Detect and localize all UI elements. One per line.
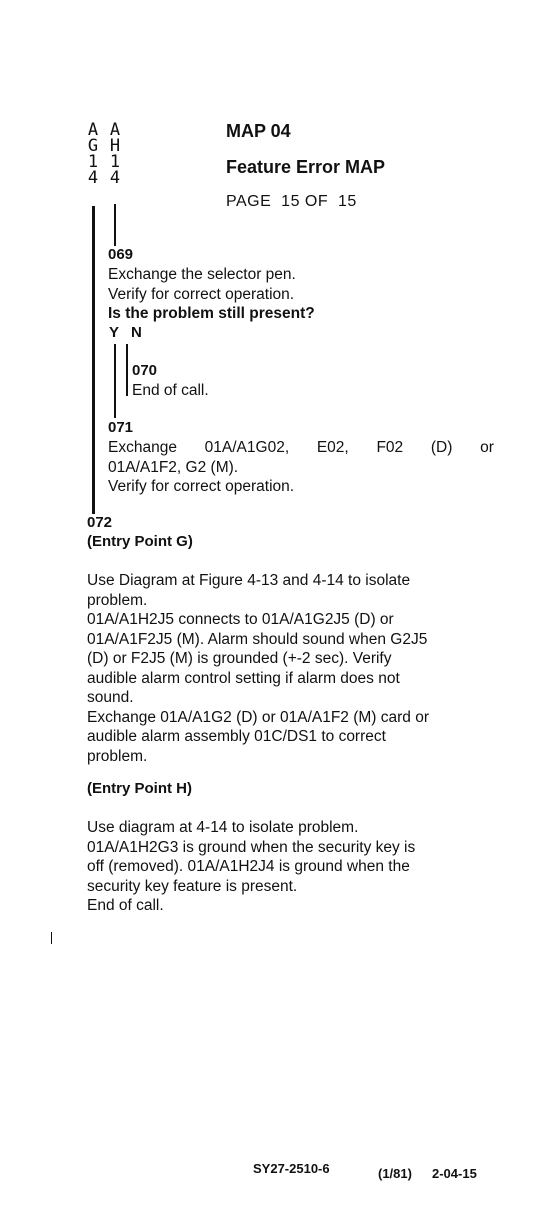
- connector-letter: 1: [109, 152, 121, 172]
- flow-line-stub: [51, 932, 52, 944]
- word: or: [480, 439, 494, 456]
- step-number-069: 069: [108, 246, 134, 263]
- step-number-072: 072: [87, 514, 113, 531]
- connector-letter: 4: [109, 168, 121, 188]
- step-071-text: [108, 438, 494, 497]
- instruction-line: Exchange the selector pen.: [108, 266, 296, 283]
- text-line: audible alarm control setting if alarm does not: [87, 669, 400, 687]
- no-branch-label: N: [131, 324, 142, 341]
- entry-h-body: [87, 818, 494, 916]
- instruction-line: Verify for correct operation.: [108, 478, 295, 495]
- page-number: 2-04-15: [432, 1166, 477, 1181]
- text-line: 01A/A1H2G3 is ground when the security key is: [87, 838, 416, 856]
- text-line: problem.: [87, 747, 148, 765]
- flow-line-h: [114, 204, 116, 246]
- text-line: security key feature is present.: [87, 877, 298, 895]
- text-line: 01A/A1H2J5 connects to 01A/A1G2J5 (D) or: [87, 611, 394, 628]
- text-line: sound.: [87, 689, 134, 706]
- text-line: Use diagram at 4-14 to isolate problem.: [87, 819, 359, 836]
- connector-letter: 4: [87, 168, 99, 188]
- map-title: MAP 04: [226, 121, 291, 141]
- instruction-line: Verify for correct operation.: [108, 285, 295, 303]
- word: (D): [430, 439, 453, 456]
- page-indicator: PAGE 15 OF 15: [226, 193, 357, 210]
- step-number-071: 071: [108, 419, 134, 436]
- instruction-line: 01A/A1F2, G2 (M).: [108, 458, 239, 476]
- text-line: (D) or F2J5 (M) is grounded (+-2 sec). Verify: [87, 650, 392, 667]
- flow-line-yes: [114, 344, 116, 418]
- step-069-text: [108, 265, 315, 324]
- map-subtitle: Feature Error MAP: [226, 157, 386, 177]
- connector-letter: A: [109, 120, 121, 140]
- revision-date: (1/81): [378, 1166, 412, 1181]
- word: Exchange: [108, 439, 177, 456]
- offpage-connector-g: [86, 122, 100, 186]
- offpage-connector-h: [108, 122, 122, 186]
- connector-letter: G: [87, 136, 99, 156]
- text-line: Exchange 01A/A1G2 (D) or 01A/A1F2 (M) card or: [87, 708, 430, 726]
- decision-question: Is the problem still present?: [108, 305, 315, 322]
- flow-line-g: [92, 206, 95, 514]
- form-number: SY27-2510-6: [253, 1161, 330, 1176]
- word: 01A/A1G02,: [204, 439, 290, 456]
- connector-letter: A: [87, 120, 99, 140]
- step-number-070: 070: [132, 362, 158, 379]
- step-072-body: [87, 571, 494, 766]
- instruction-line: [108, 438, 494, 458]
- yes-branch-label: Y: [109, 324, 120, 341]
- flow-line-no: [126, 344, 128, 396]
- text-line: off (removed). 01A/A1H2J4 is ground when the: [87, 858, 410, 875]
- entry-point-h-label: (Entry Point H): [87, 780, 192, 797]
- step-070-text: End of call.: [132, 382, 209, 399]
- text-line: problem.: [87, 591, 148, 609]
- connector-letter: 1: [87, 152, 99, 172]
- word: F02: [376, 439, 404, 456]
- text-line: End of call.: [87, 897, 164, 914]
- text-line: Use Diagram at Figure 4-13 and 4-14 to isolate: [87, 572, 411, 589]
- text-line: audible alarm assembly 01C/DS1 to correct: [87, 728, 386, 745]
- connector-letter: H: [109, 136, 121, 156]
- word: E02,: [316, 439, 349, 456]
- text-line: 01A/A1F2J5 (M). Alarm should sound when G2J5: [87, 630, 428, 648]
- entry-point-g-label: (Entry Point G): [87, 533, 193, 550]
